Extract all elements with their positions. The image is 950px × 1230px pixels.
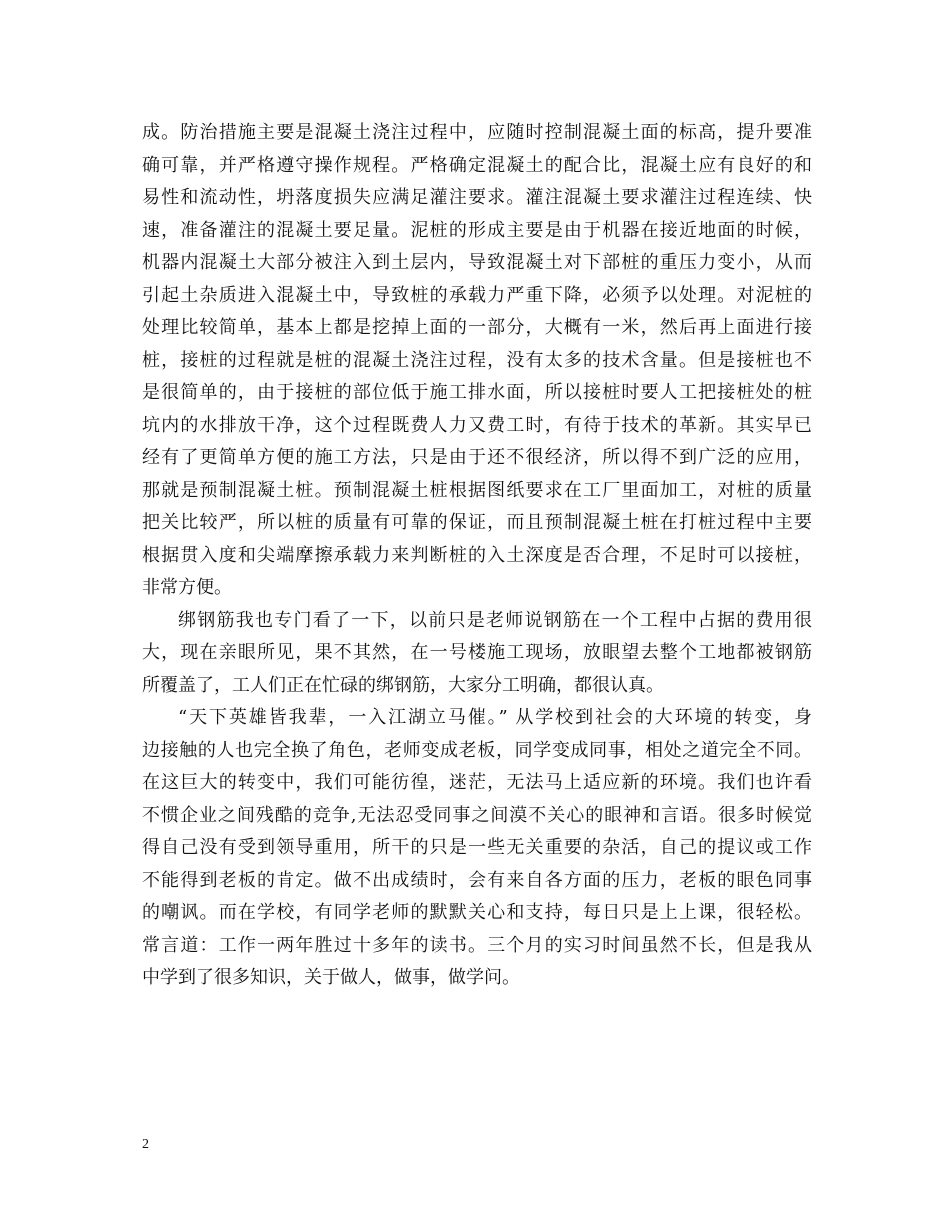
text-line: 那就是预制混凝土桩。预制混凝土桩根据图纸要求在工厂里面加工，对桩的质量: [142, 479, 812, 501]
text-line: 处理比较简单，基本上都是挖掉上面的一部分，大概有一米，然后再上面进行接: [142, 317, 812, 338]
text-line: 是很简单的，由于接桩的部位低于施工排水面，所以接桩时要人工把接桩处的桩: [142, 382, 812, 403]
paragraph-first-line: “天下英雄皆我辈，一入江湖立马催。” 从学校到社会的大环境的转变，身: [178, 707, 812, 728]
text-line: 所覆盖了，工人们正在忙碌的绑钢筋，大家分工明确，都很认真。: [142, 674, 664, 696]
text-line: 不惯企业之间残酷的竞争,无法忍受同事之间漠不关心的眼神和言语。很多时候觉: [142, 804, 812, 826]
body-text: [142, 117, 812, 995]
text-line: 桩，接桩的过程就是桩的混凝土浇注过程，没有太多的技术含量。但是接桩也不: [142, 349, 812, 371]
text-line: 成。防治措施主要是混凝土浇注过程中，应随时控制混凝土面的标高，提升要准: [142, 122, 812, 143]
text-line: 把关比较严，所以桩的质量有可靠的保证，而且预制混凝土桩在打桩过程中主要: [142, 512, 812, 533]
text-line: 不能得到老板的肯定。做不出成绩时，会有来自各方面的压力，老板的眼色同事: [142, 869, 812, 891]
page-number: 2: [142, 1137, 149, 1152]
paragraph-first-line: 绑钢筋我也专门看了一下，以前只是老师说钢筋在一个工程中占据的费用很: [178, 609, 812, 631]
text-line: 坑内的水排放干净，这个过程既费人力又费工时，有待于技术的革新。其实早已: [142, 414, 812, 436]
text-line: 中学到了很多知识，关于做人，做事，做学问。: [142, 967, 520, 988]
text-line: 确可靠，并严格遵守操作规程。严格确定混凝土的配合比，混凝土应有良好的和: [142, 154, 812, 176]
text-line: 得自己没有受到领导重用，所干的只是一些无关重要的杂活，自己的提议或工作: [142, 837, 812, 858]
text-line: 在这巨大的转变中，我们可能彷徨，迷茫，无法马上适应新的环境。我们也许看: [142, 772, 812, 793]
text-line: 经有了更简单方便的施工方法，只是由于还不很经济，所以得不到广泛的应用，: [142, 447, 812, 468]
text-line: 边接触的人也完全换了角色，老师变成老板，同学变成同事，相处之道完全不同。: [142, 739, 812, 761]
text-line: 非常方便。: [142, 577, 232, 598]
text-line: 易性和流动性，坍落度损失应满足灌注要求。灌注混凝土要求灌注过程连续、快: [142, 187, 812, 208]
text-line: 常言道：工作一两年胜过十多年的读书。三个月的实习时间虽然不长，但是我从: [142, 934, 812, 956]
text-line: 根据贯入度和尖端摩擦承载力来判断桩的入土深度是否合理，不足时可以接桩，: [142, 544, 812, 566]
text-line: 速，准备灌注的混凝土要足量。泥桩的形成主要是由于机器在接近地面的时候，: [142, 219, 812, 241]
text-line: 机器内混凝土大部分被注入到土层内，导致混凝土对下部桩的重压力变小，从而: [142, 252, 812, 273]
text-line: 引起土杂质进入混凝土中，导致桩的承载力严重下降，必须予以处理。对泥桩的: [142, 284, 812, 306]
text-line: 的嘲讽。而在学校，有同学老师的默默关心和支持，每日只是上上课，很轻松。: [142, 902, 812, 923]
text-line: 大，现在亲眼所见，果不其然，在一号楼施工现场，放眼望去整个工地都被钢筋: [142, 642, 812, 663]
